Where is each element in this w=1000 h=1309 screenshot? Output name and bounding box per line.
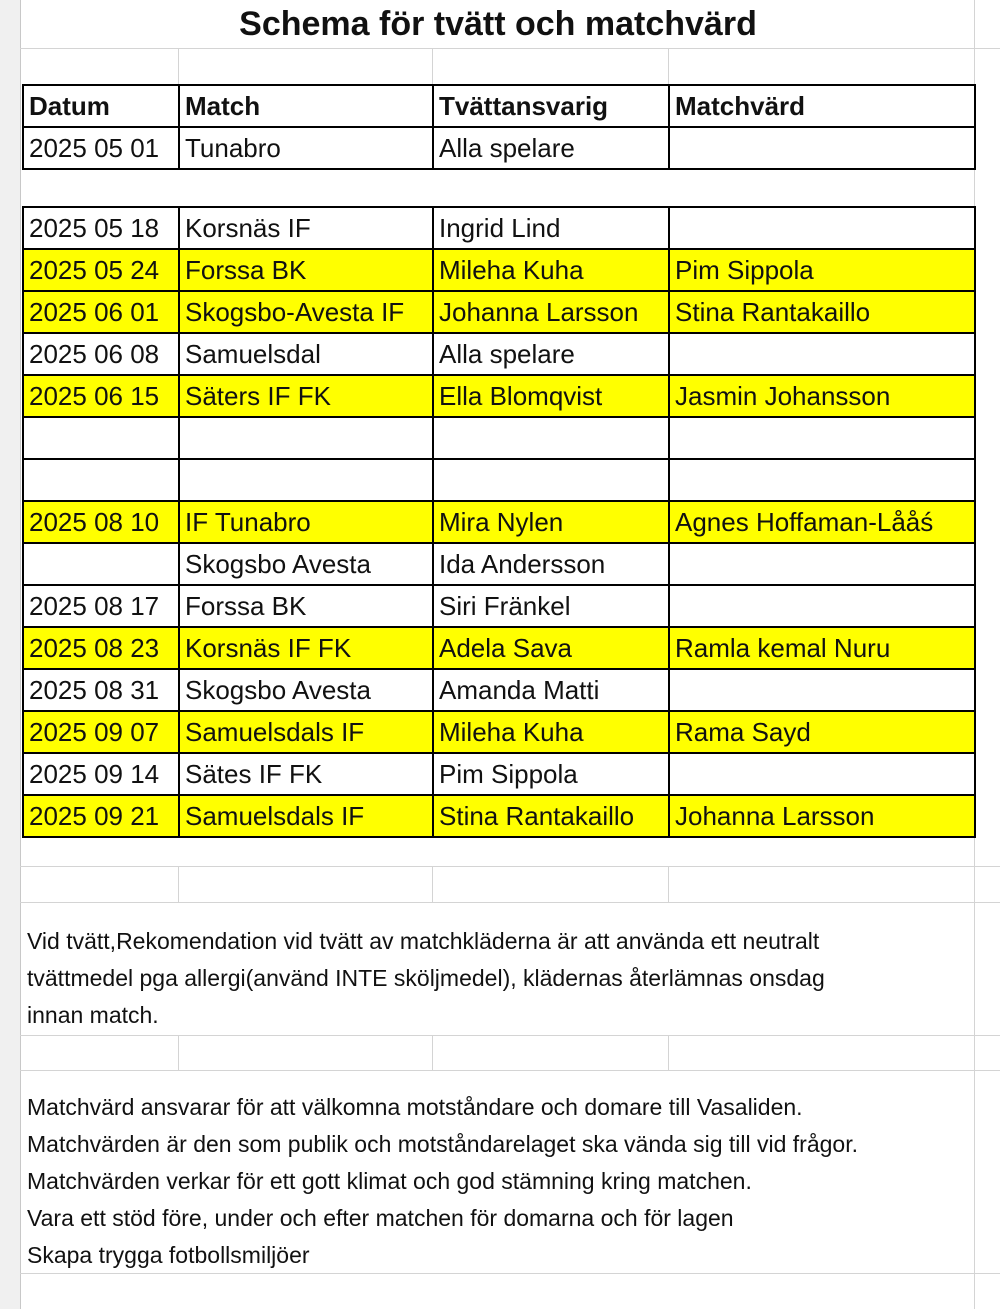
cell-datum[interactable] [23, 417, 179, 459]
cell-tvatt[interactable] [433, 417, 669, 459]
cell-tvatt[interactable]: Alla spelare [433, 333, 669, 375]
table-row [23, 207, 975, 249]
cell-tvatt[interactable]: Ingrid Lind [433, 207, 669, 249]
cell-matchvard[interactable]: Agnes Hoffaman-Lååś [669, 501, 975, 543]
gridline [20, 902, 1000, 903]
cell-tvatt[interactable]: Mira Nylen [433, 501, 669, 543]
table-row [23, 501, 975, 543]
cell-matchvard[interactable]: Pim Sippola [669, 249, 975, 291]
gridline [668, 866, 669, 902]
cell-match[interactable] [179, 417, 433, 459]
cell-match[interactable]: IF Tunabro [179, 501, 433, 543]
matchhost-note-line: Skapa trygga fotbollsmiljöer [27, 1242, 310, 1268]
table-row [23, 127, 975, 169]
cell-datum[interactable]: 2025 05 24 [23, 249, 179, 291]
washing-note-line: tvättmedel pga allergi(använd INTE sköljmedel), klädernas återlämnas onsdag [27, 965, 825, 991]
matchhost-note-line: Matchvärd ansvarar för att välkomna motståndare och domare till Vasaliden. [27, 1094, 803, 1120]
header-match[interactable]: Match [179, 85, 433, 127]
cell-matchvard[interactable] [669, 333, 975, 375]
gridline [432, 866, 433, 902]
cell-matchvard[interactable]: Stina Rantakaillo [669, 291, 975, 333]
table-row [23, 249, 975, 291]
sheet-title[interactable]: Schema för tvätt och matchvärd [239, 5, 757, 43]
cell-datum[interactable]: 2025 09 21 [23, 795, 179, 837]
cell-matchvard[interactable] [669, 669, 975, 711]
cell-tvatt[interactable]: Mileha Kuha [433, 711, 669, 753]
cell-tvatt[interactable]: Amanda Matti [433, 669, 669, 711]
cell-matchvard[interactable] [669, 127, 975, 169]
gridline [20, 1070, 1000, 1071]
cell-tvatt[interactable]: Johanna Larsson [433, 291, 669, 333]
cell-match[interactable]: Forssa BK [179, 249, 433, 291]
cell-matchvard[interactable] [669, 585, 975, 627]
table-row [23, 753, 975, 795]
cell-tvatt[interactable]: Pim Sippola [433, 753, 669, 795]
cell-matchvard[interactable]: Ramla kemal Nuru [669, 627, 975, 669]
cell-match[interactable]: Skogsbo Avesta [179, 669, 433, 711]
header-matchvard[interactable]: Matchvärd [669, 85, 975, 127]
cell-datum[interactable]: 2025 06 08 [23, 333, 179, 375]
washing-note-line: Vid tvätt,Rekomendation vid tvätt av matchkläderna är att använda ett neutralt [27, 928, 820, 954]
cell-matchvard[interactable]: Rama Sayd [669, 711, 975, 753]
row-header-strip[interactable] [0, 0, 21, 1309]
cell-datum[interactable]: 2025 08 23 [23, 627, 179, 669]
gridline [668, 48, 669, 84]
gridline [432, 48, 433, 84]
cell-matchvard[interactable] [669, 417, 975, 459]
cell-tvatt[interactable]: Ida Andersson [433, 543, 669, 585]
matchhost-note-line: Matchvärden är den som publik och motståndarelaget ska vända sig till vid frågor. [27, 1131, 858, 1157]
gridline [20, 866, 1000, 867]
cell-datum[interactable]: 2025 06 01 [23, 291, 179, 333]
cell-datum[interactable]: 2025 09 07 [23, 711, 179, 753]
table-row [23, 333, 975, 375]
gridline [20, 48, 1000, 49]
cell-datum[interactable]: 2025 08 17 [23, 585, 179, 627]
cell-match[interactable]: Samuelsdals IF [179, 795, 433, 837]
washing-note[interactable] [27, 923, 977, 1034]
cell-matchvard[interactable] [669, 753, 975, 795]
cell-match[interactable]: Korsnäs IF FK [179, 627, 433, 669]
cell-match[interactable]: Samuelsdal [179, 333, 433, 375]
cell-tvatt[interactable]: Stina Rantakaillo [433, 795, 669, 837]
matchhost-note-line: Matchvärden verkar för ett gott klimat och god stämning kring matchen. [27, 1168, 752, 1194]
cell-datum[interactable]: 2025 05 01 [23, 127, 179, 169]
cell-datum[interactable]: 2025 05 18 [23, 207, 179, 249]
cell-matchvard[interactable] [669, 543, 975, 585]
cell-matchvard[interactable] [669, 459, 975, 501]
cell-match[interactable]: Korsnäs IF [179, 207, 433, 249]
cell-match[interactable]: Skogsbo-Avesta IF [179, 291, 433, 333]
cell-datum[interactable] [23, 543, 179, 585]
table-row [23, 585, 975, 627]
cell-datum[interactable]: 2025 09 14 [23, 753, 179, 795]
cell-matchvard[interactable] [669, 207, 975, 249]
gridline [20, 1035, 1000, 1036]
header-row [23, 85, 975, 127]
schedule-table-top [22, 84, 976, 170]
cell-datum[interactable]: 2025 06 15 [23, 375, 179, 417]
cell-match[interactable]: Samuelsdals IF [179, 711, 433, 753]
cell-tvatt[interactable]: Alla spelare [433, 127, 669, 169]
header-tvattansvarig[interactable]: Tvättansvarig [433, 85, 669, 127]
cell-tvatt[interactable] [433, 459, 669, 501]
cell-tvatt[interactable]: Adela Sava [433, 627, 669, 669]
table-row [23, 375, 975, 417]
matchhost-note-line: Vara ett stöd före, under och efter matchen för domarna och för lagen [27, 1205, 734, 1231]
cell-match[interactable]: Tunabro [179, 127, 433, 169]
table-row [23, 459, 975, 501]
matchhost-note[interactable] [27, 1089, 977, 1274]
table-row [23, 543, 975, 585]
gridline [178, 866, 179, 902]
cell-match[interactable] [179, 459, 433, 501]
cell-tvatt[interactable]: Mileha Kuha [433, 249, 669, 291]
cell-tvatt[interactable]: Siri Fränkel [433, 585, 669, 627]
gridline [668, 1035, 669, 1070]
cell-matchvard[interactable]: Johanna Larsson [669, 795, 975, 837]
table-row [23, 669, 975, 711]
cell-datum[interactable]: 2025 08 10 [23, 501, 179, 543]
table-row [23, 291, 975, 333]
gridline [432, 1035, 433, 1070]
cell-match[interactable]: Sätes IF FK [179, 753, 433, 795]
table-row [23, 711, 975, 753]
cell-datum[interactable] [23, 459, 179, 501]
table-row [23, 627, 975, 669]
schedule-table-main [22, 206, 976, 838]
cell-datum[interactable]: 2025 08 31 [23, 669, 179, 711]
washing-note-line: innan match. [27, 1002, 159, 1028]
gridline [178, 48, 179, 84]
header-datum[interactable]: Datum [23, 85, 179, 127]
table-row [23, 795, 975, 837]
cell-match[interactable]: Säters IF FK [179, 375, 433, 417]
cell-matchvard[interactable]: Jasmin Johansson [669, 375, 975, 417]
cell-tvatt[interactable]: Ella Blomqvist [433, 375, 669, 417]
cell-match[interactable]: Skogsbo Avesta [179, 543, 433, 585]
gridline [178, 1035, 179, 1070]
cell-match[interactable]: Forssa BK [179, 585, 433, 627]
table-row [23, 417, 975, 459]
